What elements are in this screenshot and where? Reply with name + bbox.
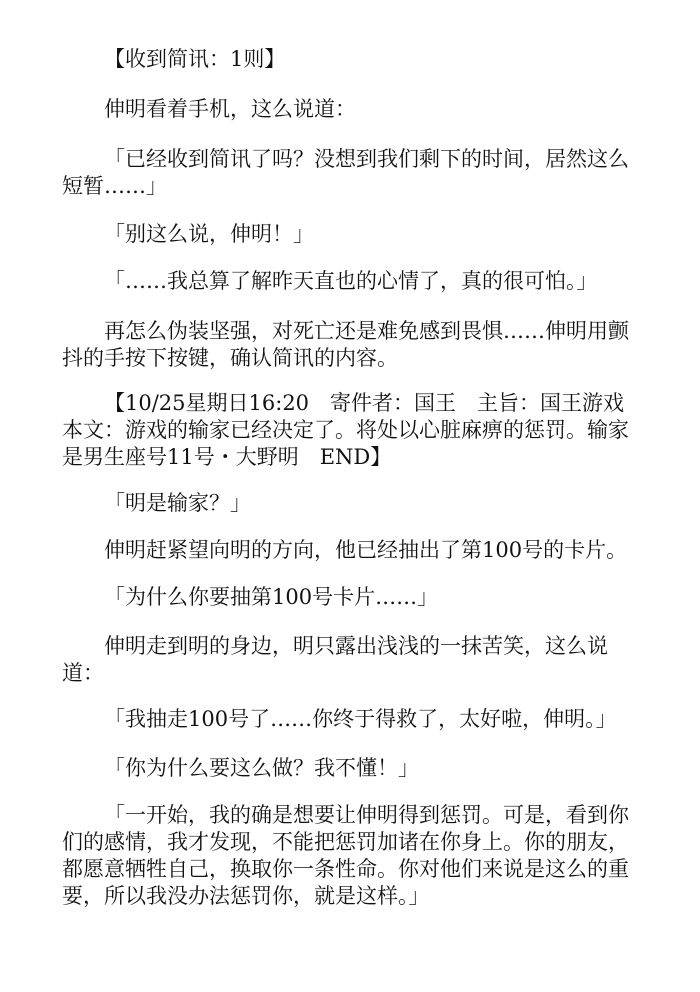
paragraph-narration: 伸明看着手机，这么说道： [104, 97, 356, 121]
paragraph-dialogue: 「已经收到简讯了吗？没想到我们剩下的时间，居然这么短暂……」 [62, 147, 629, 198]
paragraph-narration: 伸明赶紧望向明的方向，他已经抽出了第100号的卡片。 [104, 538, 628, 562]
paragraph-narration: 伸明走到明的身边，明只露出浅浅的一抹苦笑，这么说道： [62, 634, 608, 685]
paragraph-message-content: 【10/25星期日16:20 寄件者：国王 主旨：国王游戏 本文：游戏的输家已经决定了。将处以心脏麻痹的惩罚。输家是男生座号11号・大野明 END】 [62, 391, 646, 469]
paragraph-dialogue: 「别这么说，伸明！」 [104, 222, 314, 246]
paragraph-narration: 再怎么伪装坚强，对死亡还是难免感到畏惧……伸明用颤抖的手按下按键，确认简讯的内容。 [62, 319, 629, 370]
paragraph-dialogue: 「明是输家？」 [104, 491, 251, 515]
paragraph-dialogue: 「一开始，我的确是想要让伸明得到惩罚。可是，看到你们的感情，我才发现，不能把惩罚加诸在你身上。你的朋友，都愿意牺牲自己，换取你一条性命。你对他们来说是这么的重要，所以我没办法惩罚你，就是这样。」 [62, 803, 629, 908]
paragraph-dialogue: 「你为什么要这么做？我不懂！」 [104, 756, 419, 780]
paragraph-message-received: 【收到简讯：1则】 [104, 47, 286, 71]
paragraph-dialogue: 「为什么你要抽第100号卡片……」 [104, 585, 439, 609]
paragraph-dialogue: 「……我总算了解昨天直也的心情了，真的很可怕。」 [104, 269, 598, 293]
paragraph-dialogue: 「我抽走100号了……你终于得救了，太好啦，伸明。」 [104, 707, 617, 731]
